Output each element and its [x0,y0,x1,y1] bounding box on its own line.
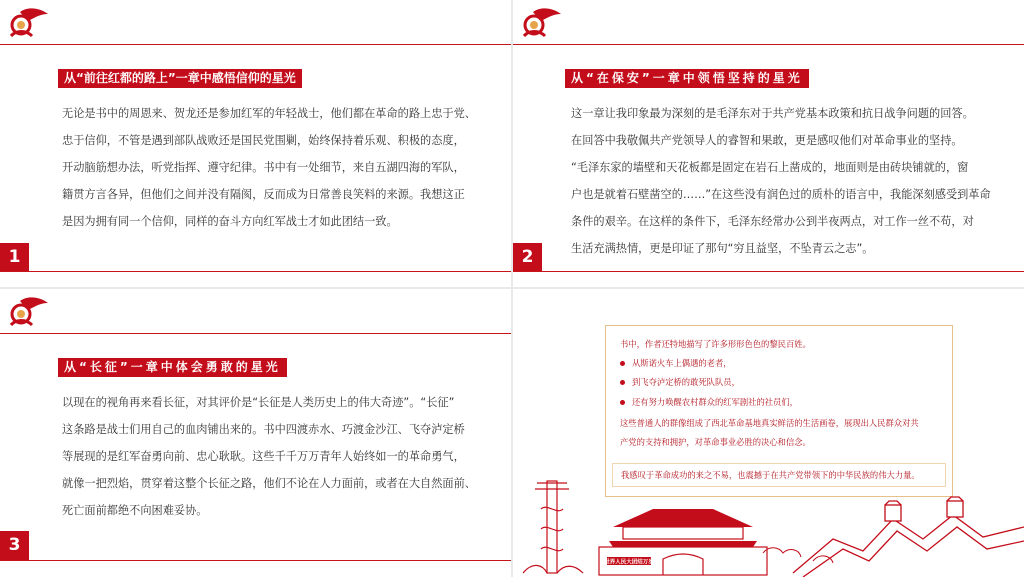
red-flag-emblem-icon [6,295,50,331]
text-line: 这一章让我印象最为深刻的是毛泽东对于共产党基本政策和抗日战争问题的回答。 [571,107,974,120]
panel-4 [513,289,1024,577]
section-number: 1 [0,243,29,272]
body-text [62,100,482,235]
summary-line: 这些普通人的群像组成了西北革命基地真实鲜活的生活画卷，展现出人民群众对共 [620,418,919,428]
bullet-icon [620,361,625,366]
list-item [620,396,940,408]
section-title: 从“前往红都的路上”一章中感悟信仰的星光 [58,69,302,88]
text-line: 条件的艰辛。在这样的条件下，毛泽东经常办公到半夜两点，对工作一丝不苟，对 [571,215,974,228]
text-line: 以现在的视角再来看长征，对其评价是“长征是人类历史上的伟大奇迹”。“长征” [62,396,455,409]
panel-1 [0,0,511,287]
cloud-decoration-icon [763,548,833,563]
panel-3 [0,289,511,577]
gate-sign-text: 世界人民大团结万岁 [604,559,654,566]
panel-2 [513,0,1024,287]
footer-rule [0,560,511,561]
text-line: 户也是就着石壁凿空的……”在这些没有润色过的质朴的语言中，我能深刻感受到革命 [571,188,991,201]
section-title: 从“在保安”一章中领悟坚持的星光 [565,69,809,88]
body-text [571,100,1011,262]
bullet-icon [620,400,625,405]
section-title: 从“长征”一章中体会勇敢的星光 [58,358,287,377]
text-line: “毛泽东家的墙壁和天花板都是固定在岩石上凿成的，地面则是由砖块铺就的，窗 [571,161,969,174]
huabiao-column-icon [523,481,583,573]
list-item-text: 从斯诺火车上偶遇的老者， [632,358,732,368]
section-number: 3 [0,531,29,560]
text-line: 这条路是战士们用自己的血肉铺出来的。书中四渡赤水、巧渡金沙江、飞夺泸定桥 [62,423,465,436]
summary-line: 产党的支持和拥护，对革命事业必胜的决心和信念。 [620,437,811,447]
text-line: 籍贯方言各异，但他们之间并没有隔阂，反而成为日常善良笑料的来源。我想这正 [62,188,465,201]
header-rule [0,44,511,45]
footer-rule [513,271,1024,272]
header-rule [0,333,511,334]
text-line: 等展现的是红军奋勇向前、忠心耿耿。这些千千万万青年人始终如一的革命勇气， [62,450,465,463]
conclusion-text: 我感叹于革命成功的来之不易，也震撼于在共产党带领下的中华民族的伟大力量。 [621,470,920,480]
tiananmen-gate-icon [599,509,767,575]
list-item-text: 还有努力唤醒农村群众的红军剧社的社员们， [632,397,798,407]
text-line: 无论是书中的周恩来、贺龙还是参加红军的年轻战士，他们都在革命的路上忠于党、 [62,107,476,120]
list-item [620,376,940,388]
text-line: 忠于信仰，不管是遇到部队战败还是国民党围剿，始终保持着乐观、积极的态度， [62,134,465,147]
list-item-text: 到飞夺泸定桥的敢死队队员， [632,377,740,387]
header-rule [513,44,1024,45]
red-flag-emblem-icon [519,6,563,42]
bullet-icon [620,380,625,385]
text-line: 就像一把烈焰，贯穿着这整个长征之路，他们不论在人力面前，或者在大自然面前、 [62,477,476,490]
text-line: 死亡面前都绝不向困难妥协。 [62,504,208,517]
tiananmen-great-wall-illustration [513,469,1024,577]
red-flag-emblem-icon [6,6,50,42]
text-line: 开动脑筋想办法，听党指挥、遵守纪律。书中有一处细节，来自五湖四海的军队， [62,161,465,174]
footer-rule [0,271,511,272]
text-line: 是因为拥有同一个信仰，同样的奋斗方向红军战士才如此团结一致。 [62,215,398,228]
great-wall-icon [793,497,1024,577]
list-item [620,357,940,369]
section-number: 2 [513,243,542,272]
body-text [62,389,482,524]
text-line: 在回答中我敬佩共产党领导人的睿智和果敢，更是感叹他们对革命事业的坚持。 [571,134,963,147]
text-line: 生活充满热情，更是印证了那句“穷且益坚，不坠青云之志”。 [571,242,874,255]
intro-text: 书中，作者还特地描写了许多形形色色的黎民百姓。 [620,339,811,349]
